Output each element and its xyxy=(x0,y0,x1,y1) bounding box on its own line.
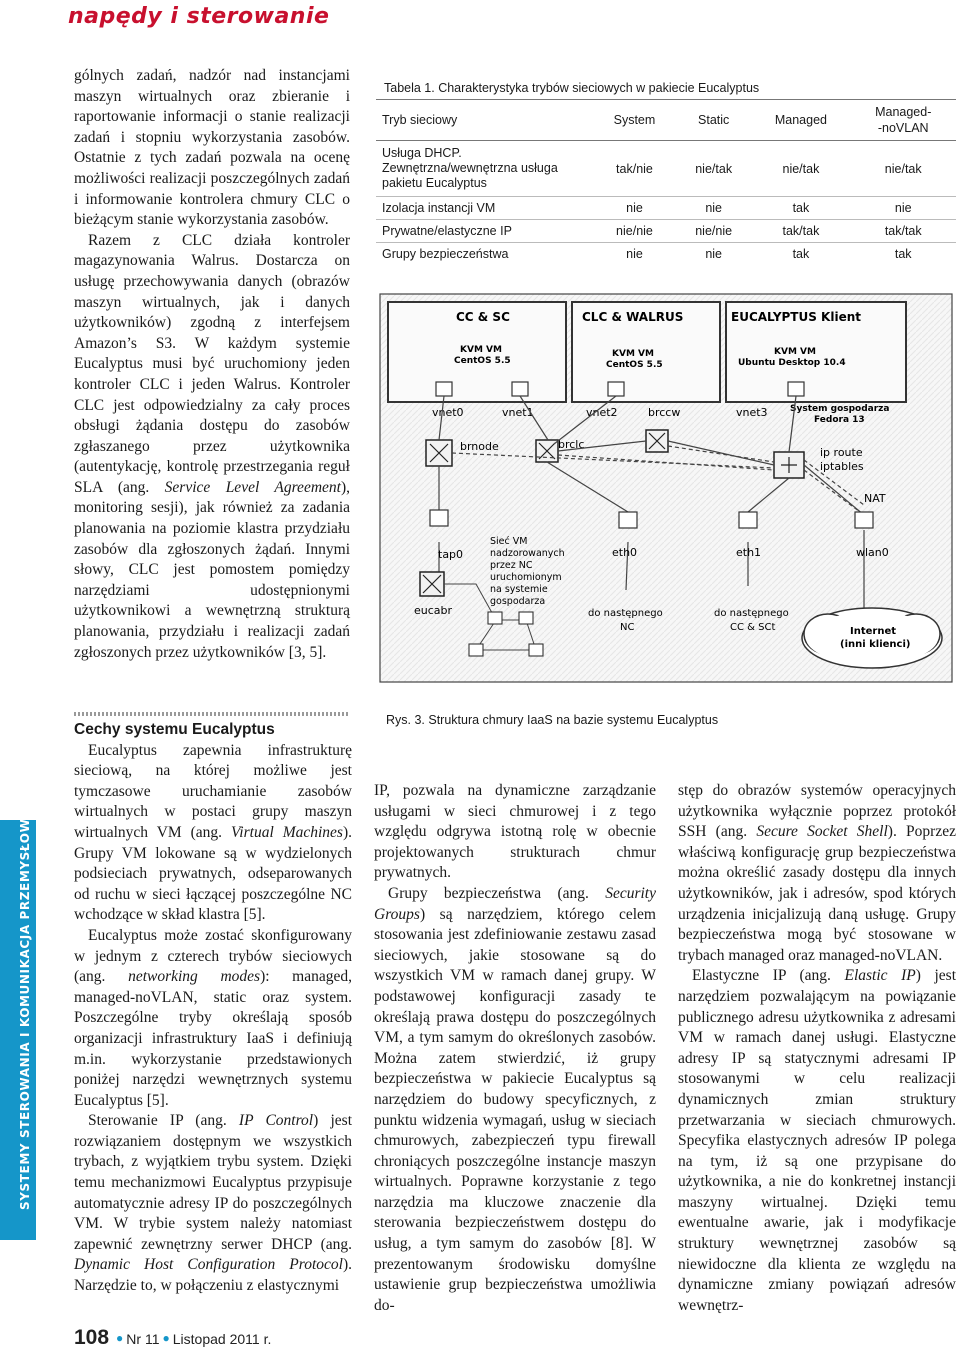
nic-icon xyxy=(739,512,757,528)
host-line1: System gospodarza xyxy=(790,404,890,414)
figure-caption: Rys. 3. Struktura chmury IaaS na bazie systemu Eucalyptus xyxy=(386,713,719,727)
label-vnet1: vnet1 xyxy=(502,406,534,419)
table-cell: Grupy bezpieczeństwa xyxy=(376,243,593,266)
vm-icon xyxy=(519,612,533,624)
nc-note-line: nadzorowanych xyxy=(490,548,565,559)
magazine-header: napędy i sterowanie xyxy=(68,4,330,29)
text-run: ). Grupy VM lokowane są w wydzielonych podsieciach prywatnych, odseparowanych od ruchu w sieci łączącej poszczególne NC wchodzące w skład klastra [5]. xyxy=(74,823,353,924)
table-header-row xyxy=(376,100,956,141)
label-brccw: brccw xyxy=(648,406,681,419)
box1-title: CC & SC xyxy=(456,310,510,324)
italic-term: IP Control xyxy=(238,1112,314,1130)
table-cell: nie xyxy=(593,243,676,266)
eth0-dest-line: NC xyxy=(620,622,635,633)
label-iproute: ip route xyxy=(820,446,863,459)
table-caption: Tabela 1. Charakterystyka trybów sieciowych w pakiecie Eucalyptus xyxy=(376,72,956,100)
box3-title: EUCALYPTUS Klient xyxy=(731,310,861,324)
label-nat: NAT xyxy=(864,492,886,505)
nc-note-line: przez NC xyxy=(490,560,533,571)
text-run: stęp do obrazów systemów operacyjnych użytkownika wyłącznie poprzez protokół SSH (ang. xyxy=(678,782,956,841)
box1-os: CentOS 5.5 xyxy=(454,356,511,366)
table-1 xyxy=(376,72,956,266)
col1-paragraph-2 xyxy=(74,231,350,663)
nc-note-line: na systemie xyxy=(490,584,548,595)
table-header-cell: System xyxy=(593,100,676,141)
table-row xyxy=(376,243,956,266)
section-paragraph-1 xyxy=(74,741,352,926)
label-brnode: brnode xyxy=(460,440,499,453)
table-header-cell: Static xyxy=(676,100,751,141)
page-number: 108 xyxy=(74,1326,110,1349)
table-cell: nie xyxy=(593,197,676,220)
text-run: Sterowanie IP (ang. xyxy=(88,1112,239,1130)
host-line2: Fedora 13 xyxy=(814,415,865,425)
col4-paragraph-2 xyxy=(678,966,956,1316)
table-cell: nie/nie xyxy=(593,220,676,243)
table-header-cell: Tryb sieciowy xyxy=(376,100,593,141)
col1-paragraph-1: gólnych zadań, nadzór nad instancjami maszyn wirtualnych oraz zbieranie i raportowanie informacji o stanie realizacji zadań i stopniu wykorzystania zasobów. Ostatnie z tych zadań pozwala na ocenę możliwości realizacji poszczególnych zadań i informowanie kontrolera chmury CLC o bieżącym stanie wykorzystania zasobów. xyxy=(74,67,350,229)
italic-term: Elastic IP xyxy=(844,967,916,985)
vm-icon xyxy=(488,612,502,624)
label-tap0: tap0 xyxy=(438,548,464,561)
col3-paragraph-2 xyxy=(374,884,656,1316)
table-cell: nie/tak xyxy=(782,161,820,176)
table-cell: nie/tak xyxy=(884,161,922,176)
table-cell: tak/nie xyxy=(616,161,653,176)
nic-icon xyxy=(512,382,528,396)
label-vnet3: vnet3 xyxy=(736,406,768,419)
nic-icon xyxy=(436,382,452,396)
text-run: Grupy bezpieczeństwa (ang. xyxy=(388,884,606,902)
label-brclc: brclc xyxy=(558,438,585,451)
nic-icon xyxy=(619,512,637,528)
text-run: ) jest rozwiązaniem dostępnym we wszystkich trybach, z wyjątkiem trybu system. Dzięki temu mechanizmowi Eucalyptus przypisuje automatycznie adresy IP do poszczególnych VM. W trybie system należy natomiast zapewnić zewnętrzny serwer DHCP (ang. xyxy=(74,1112,352,1253)
italic-term: networking modes xyxy=(128,968,261,986)
box3-vm: KVM VM xyxy=(774,347,816,357)
col3-paragraph-1: IP, pozwala na dynamiczne zarządzanie usługami w sieci chmurowej i z tego względu odgrywa istotną rolę w obecnie projektowanych strukturach chmur prywatnych. xyxy=(374,782,656,882)
italic-term: Service Level Agreement xyxy=(164,478,341,496)
text-run: ) jest narzędziem pozwalającym na powiązanie publicznego adresu użytkownika z adresami VM w ramach danej usługi. Elastyczne adresy IP są statycznymi adresami IP stosowanymi w celu realizacji dynamicznych zmian struktury przetwarzania w sieciach chmurowych. Specyfika elastycznych adresów IP polega na tym, iż są one przypisane do użytkownika, a nie do konkretnej instancji maszyny wirtualnej. Dzięki temu ewentualne awarie, jak i modyfikacje struktury wewnętrznej zasobów są niewidoczne dla klienta ze względu na dynamiczne zmiany powiązań adresów wewnętrz- xyxy=(678,967,957,1314)
table-cell: nie/nie xyxy=(676,220,751,243)
text-run: Elastyczne IP (ang. xyxy=(692,967,845,985)
vm-icon xyxy=(529,644,543,656)
text-run: Razem z CLC działa kontroler magazynowania Walrus. Dostarcza on usługę przechowywania danych (obrazów maszyn wirtualnych, jak i danych użytkowników) zgodną z interfejsem Amazon’s S3. W każdym systemie Eucalyptus musi być uruchomiony jeden kontroler CLC i jeden Walrus. Kontroler CLC jest odpowiedzialny za cały proces obsługi żądania dostępu do zasobów zgłaszanego przez użytkownika (autentykację, kontrolę przestrzegania reguł SLA (ang. xyxy=(74,231,350,496)
table-row xyxy=(376,220,956,243)
table-cell: tak/tak xyxy=(751,220,850,243)
table-header-cell: Managed- -noVLAN xyxy=(850,100,956,141)
label-vnet2: vnet2 xyxy=(586,406,618,419)
nc-note-line: Sieć VM xyxy=(490,536,528,547)
table-cell: tak xyxy=(751,197,850,220)
italic-term: Virtual Machines xyxy=(230,823,343,841)
table-cell: Izolacja instancji VM xyxy=(376,197,593,220)
italic-term: Security Groups xyxy=(374,884,656,923)
italic-term: Secure Socket Shell xyxy=(756,823,888,841)
table-cell: nie/tak xyxy=(695,161,733,176)
nc-note-line: uruchomionym xyxy=(490,572,562,583)
col4-paragraph-1 xyxy=(678,781,956,966)
table-cell: Usługa DHCP. Zewnętrzna/wewnętrzna usługa pakietu Eucalyptus xyxy=(382,146,558,190)
label-vnet0: vnet0 xyxy=(432,406,464,419)
section-features xyxy=(74,720,352,1297)
vm-icon xyxy=(469,644,483,656)
sidebar-label: SYSTEMY STEROWANIA I KOMUNIKACJA PRZEMYSŁOWA xyxy=(18,809,32,1210)
section-title: Cechy systemu Eucalyptus xyxy=(74,721,275,738)
label-eth1: eth1 xyxy=(736,546,762,559)
section-paragraph-2 xyxy=(74,926,352,1111)
column-4 xyxy=(678,781,956,1316)
issue-number: Nr 11 xyxy=(126,1331,160,1347)
table-cell: tak xyxy=(751,243,850,266)
table-cell: nie xyxy=(676,243,751,266)
table-row xyxy=(376,141,956,197)
table-cell: nie xyxy=(850,197,956,220)
eth0-dest-line: do następnego xyxy=(588,608,663,619)
table-row xyxy=(376,197,956,220)
internet-line: Internet xyxy=(850,626,897,637)
text-run: Eucalyptus może zostać skonfigurowany w jednym z czterech trybów sieciowych (ang. xyxy=(74,926,352,986)
label-eucabr: eucabr xyxy=(414,604,453,617)
cloud-structure-diagram xyxy=(376,290,956,686)
section-divider xyxy=(74,712,350,716)
table-cell: Prywatne/elastyczne IP xyxy=(376,220,593,243)
page-footer xyxy=(74,1326,271,1350)
box3-os: Ubuntu Desktop 10.4 xyxy=(738,358,846,368)
text-run: Eucalyptus zapewnia infrastrukturę sieciową, na której możliwe jest tymczasowe uruchamianie zasobów wirtualnych w postaci grupy maszyn wirtualnych VM (ang. xyxy=(74,741,352,841)
text-run: ). Poprzez właściwą konfigurację grup bezpieczeństwa można określić zasady dostępu dla innych użytkowników, jak i adresów, spod których urządzenia inicjalizują daną usługę. Grupy bezpieczeństwa mogą być stosowane w trybach managed oraz managed-noVLAN. xyxy=(678,823,956,964)
eth1-dest-line: do następnego xyxy=(714,608,789,619)
bullet-icon: ● xyxy=(162,1331,170,1345)
nic-icon xyxy=(608,382,624,396)
text-run: ) są narzędziem, którego celem stosowania jest zdefiniowanie zestawu zasad sieciowych, jakie stosowane są do wszystkich VM w ramach danej grupy. W podstawowej konfiguracji zasady te określają prawa dostępu do poszczególnych VM, a tym samym do określonych zasobów. Można zatem stwierdzić, iż grupy bezpieczeństwa w pakiecie Eucalyptus są narzędziem do budowy specyficznych, z punktu widzenia wymagań, usług w sieciach chmurowych, zabezpieczeń typu firewall chroniących poszczególne instancje maszyn wirtualnych. Poprawne korzystanie z tego narzędzia ma kluczowe znaczenie dla sterowania bezpieczeństwem dostępu do usług, a tym samym do zasobów [8]. W prezentowanym środowisku domyślne ustawienie grup bezpieczeństwa umożliwia do- xyxy=(374,905,656,1314)
box2-title: CLC & WALRUS xyxy=(582,310,684,324)
nic-icon xyxy=(788,382,804,396)
internet-cloud-fill xyxy=(806,612,938,664)
figure-3 xyxy=(376,290,956,686)
column-3 xyxy=(374,781,656,1316)
label-iptables: iptables xyxy=(820,460,864,473)
label-wlan0: wlan0 xyxy=(856,546,889,559)
table-header-cell: Managed xyxy=(751,100,850,141)
network-modes-table xyxy=(376,100,956,265)
text-run: ). Narzędzie to, w połączeniu z elastycznymi xyxy=(74,1256,352,1295)
eth1-dest-line: CC & SCt xyxy=(730,622,776,633)
section-paragraph-3 xyxy=(74,1111,352,1296)
column-1 xyxy=(74,66,350,663)
box2-vm: KVM VM xyxy=(612,349,654,359)
box2-os: CentOS 5.5 xyxy=(606,360,663,370)
italic-term: Dynamic Host Configuration Protocol xyxy=(74,1256,343,1274)
issue-date: Listopad 2011 r. xyxy=(172,1331,272,1347)
nic-icon xyxy=(430,510,448,526)
table-cell: tak xyxy=(850,243,956,266)
label-eth0: eth0 xyxy=(612,546,638,559)
table-cell: tak/tak xyxy=(850,220,956,243)
nic-icon xyxy=(855,512,873,528)
table-cell: nie xyxy=(676,197,751,220)
box1-vm: KVM VM xyxy=(460,345,502,355)
text-run: ): managed, managed-noVLAN, static oraz system. Poszczególne tryby określają sposób organizacji infrastruktury IaaS i definiują m.in. wykorzystanie przedstawionych poniżej narzędzi wewnętrznych systemu Eucalyptus [5]. xyxy=(74,968,352,1109)
text-run: ), monitoring sesji), jak również za zadania planowania na poziomie klastra przydziału zasobów dla zgłoszonych żądań. Innymi słowy, CLC jest pomostem pomiędzy narzędziami udostępnionymi użytkownikowi a wewnętrzną strukturą planowania, przydziału i realizacji zadań zgłoszonych przez użytkowników [3, 5]. xyxy=(74,478,350,661)
nc-note-line: gospodarza xyxy=(490,596,546,607)
bullet-icon: ● xyxy=(116,1331,124,1345)
internet-line: (inni klienci) xyxy=(840,639,911,650)
